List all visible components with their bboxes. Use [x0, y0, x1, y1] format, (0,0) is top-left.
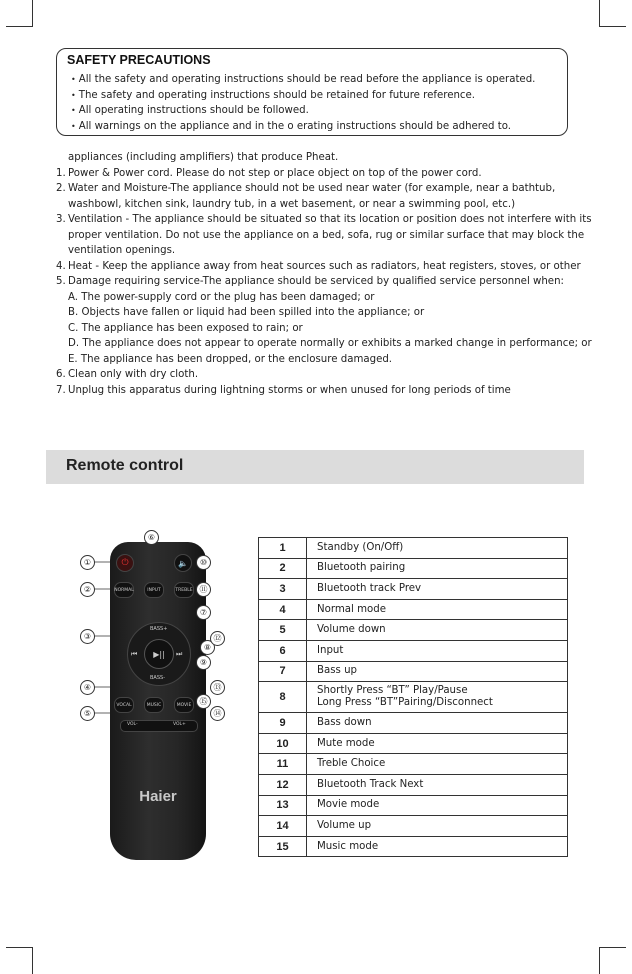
- callout-10: ⑩: [196, 555, 211, 570]
- instruction-item: 3. Ventilation - The appliance should be situated so that its location or position does not interfere with its: [56, 214, 592, 225]
- instruction-line: A. The power-supply cord or the plug has been damaged; or: [68, 291, 375, 303]
- callout-4: ④: [80, 680, 95, 695]
- instruction-line: ventilation openings.: [68, 245, 176, 256]
- treble-button[interactable]: TREBLE: [174, 582, 194, 598]
- navigation-pad: [127, 622, 191, 686]
- volume-up-label[interactable]: VOL+: [173, 722, 186, 727]
- callout-11: ⑪: [196, 582, 211, 597]
- normal-button[interactable]: NORMAL: [114, 582, 134, 598]
- callout-2: ②: [80, 582, 95, 597]
- button-function-table: [258, 537, 568, 857]
- table-row: 9 Bass down: [259, 713, 568, 734]
- music-button[interactable]: MUSIC: [144, 697, 164, 713]
- bullet-icon: •: [71, 75, 76, 84]
- instruction-line: B. Objects have fallen or liquid had been spilled into the appliance; or: [68, 307, 425, 318]
- table-row: 3 Bluetooth track Prev: [259, 579, 568, 600]
- volume-rocker[interactable]: [120, 720, 198, 732]
- bullet-icon: •: [71, 121, 76, 131]
- next-button[interactable]: ⏭: [176, 650, 183, 658]
- safety-title: SAFETY PRECAUTIONS: [67, 53, 211, 67]
- table-row: 6 Input: [259, 640, 568, 661]
- mute-button[interactable]: 🔈: [174, 554, 192, 572]
- safety-precautions-box: [56, 48, 568, 136]
- instruction-line: C. The appliance has been exposed to rain; or: [68, 322, 303, 334]
- volume-down-label[interactable]: VOL-: [127, 722, 138, 727]
- crop-mark-bottom-right: [599, 947, 626, 974]
- table-row: 4 Normal mode: [259, 599, 568, 620]
- table-row: 7 Bass up: [259, 661, 568, 682]
- instruction-item: 7. Unplug this apparatus during lightning storms or when unused for long periods of time: [56, 384, 511, 396]
- callout-8: ⑧: [200, 640, 215, 655]
- table-row: 14 Volume up: [259, 816, 568, 837]
- callout-15: ⑮: [196, 694, 211, 709]
- table-row: 8 Shortly Press “BT” Play/Pause Long Press “BT”Pairing/Disconnect: [259, 682, 568, 713]
- instruction-line: D. The appliance does not appear to operate normally or exhibits a marked change in performance; or: [68, 338, 592, 349]
- callout-6: ⑥: [144, 530, 159, 545]
- crop-mark-top-right: [599, 0, 626, 27]
- prev-button[interactable]: ⏮: [131, 650, 138, 658]
- table-row: 5 Volume down: [259, 620, 568, 641]
- callout-12: ⑫: [210, 631, 225, 646]
- instruction-item: 4. Heat - Keep the appliance away from heat sources such as radiators, heat registers, stoves, or other: [56, 260, 581, 272]
- instruction-item: 6. Clean only with dry cloth.: [56, 369, 199, 380]
- crop-mark-bottom-left: [6, 947, 33, 974]
- callout-7: ⑦: [196, 605, 211, 620]
- table-row: 1 Standby (On/Off): [259, 538, 568, 559]
- instruction-line: washbowl, kitchen sink, laundry tub, in a wet basement, or near a swimming pool, etc.): [68, 198, 516, 210]
- brand-logo: Haier: [139, 788, 177, 805]
- table-row: 13 Movie mode: [259, 795, 568, 816]
- table-row: 10 Mute mode: [259, 733, 568, 754]
- callout-3: ③: [80, 629, 95, 644]
- callout-13: ⑬: [210, 680, 225, 695]
- table-row: 2 Bluetooth pairing: [259, 558, 568, 579]
- callout-5: ⑤: [80, 706, 95, 721]
- bass-up-button[interactable]: BASS+: [150, 626, 168, 632]
- movie-button[interactable]: MOVIE: [174, 697, 194, 713]
- table-row: 15 Music mode: [259, 836, 568, 857]
- instruction-item: 5. Damage requiring service-The appliance should be serviced by qualified service personnel when:: [56, 276, 564, 287]
- vocal-button[interactable]: VOCAL: [114, 697, 134, 713]
- table-row: 11 Treble Choice: [259, 754, 568, 775]
- instruction-lead: appliances (including amplifiers) that produce Pheat.: [68, 152, 339, 163]
- bullet-icon: •: [71, 106, 76, 115]
- input-button[interactable]: INPUT: [144, 582, 164, 598]
- table-row: 12 Bluetooth Track Next: [259, 774, 568, 795]
- safety-item: • All operating instructions should be followed.: [71, 105, 309, 116]
- play-pause-button[interactable]: ▶||: [144, 639, 174, 669]
- power-button[interactable]: ⏻: [116, 554, 134, 572]
- remote-body: [110, 542, 206, 860]
- instruction-item: 2. Water and Moisture-The appliance should not be used near water (for example, near a bathtub,: [56, 183, 556, 194]
- callout-9: ⑨: [196, 655, 211, 670]
- safety-item: • All warnings on the appliance and in the o erating instructions should be adhered to.: [71, 120, 512, 132]
- section-title: Remote control: [66, 457, 184, 474]
- remote-illustration: [70, 528, 250, 863]
- instruction-line: proper ventilation. Do not use the appliance on a bed, sofa, rug or similar surface that may block the: [68, 229, 585, 241]
- safety-item: • All the safety and operating instructions should be read before the appliance is operated.: [71, 74, 536, 85]
- remote-control-section-header: [46, 450, 584, 484]
- crop-mark-top-left: [6, 0, 33, 27]
- instruction-item: 1. Power & Power cord. Please do not step or place object on top of the power cord.: [56, 167, 482, 179]
- callout-1: ①: [80, 555, 95, 570]
- instruction-list: [56, 150, 592, 398]
- instruction-line: E. The appliance has been dropped, or the enclosure damaged.: [68, 353, 393, 365]
- safety-item: • The safety and operating instructions should be retained for future reference.: [71, 89, 476, 101]
- callout-14: ⑭: [210, 706, 225, 721]
- bass-down-button[interactable]: BASS-: [150, 675, 166, 681]
- bullet-icon: •: [71, 90, 76, 100]
